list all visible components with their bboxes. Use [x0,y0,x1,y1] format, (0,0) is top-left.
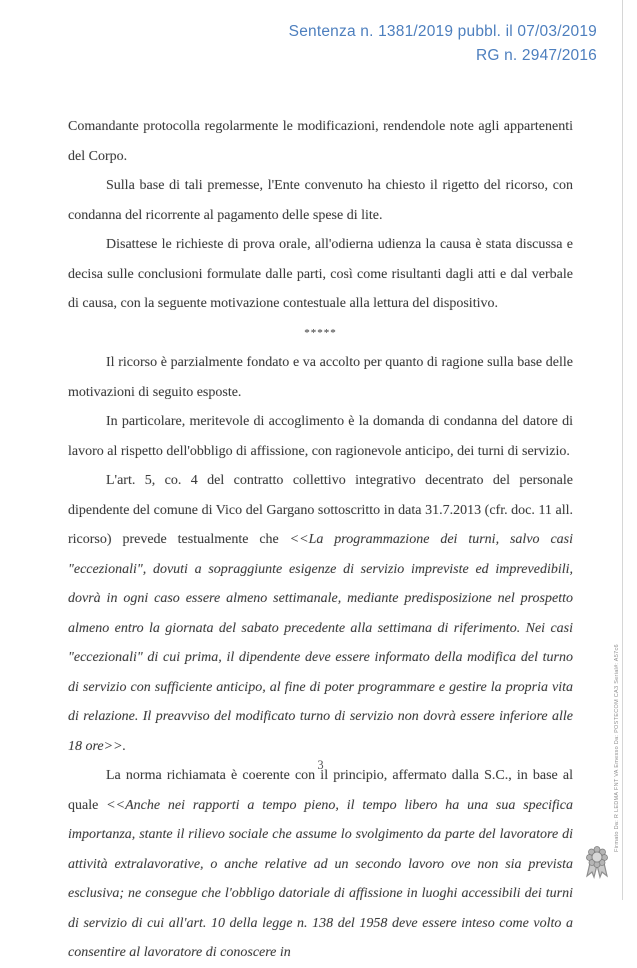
digital-signature-sideways-text: Firmato Da: R LEDMA FNT VA Emesso Da: POSTECOM CA3 Serial#: A57c6 [614,644,620,852]
scan-page-edge [622,0,623,900]
document-header [289,20,597,68]
body-text [68,112,573,968]
sentenza-number-line: Sentenza n. 1381/2019 pubbl. il 07/03/2019 [288,23,597,40]
page-number: 3 [317,758,324,772]
paragraph: La norma richiamata è coerente con il principio, affermato dalla S.C., in base al quale <<Anche nei rapporti a tempo pieno, il tempo libero ha una sua specifica importanza, stante il rilievo sociale che assume lo svolgimento da parte del lavoratore di attività extralavorative, o anche relative ad un secondo lavoro ove non sia prevista esclusiva; ne consegue che l'obbligo datoriale di affissione in luoghi accessibili dei turni di servizio di cui all'art. 10 della legge n. 138 del 1958 deve essere inteso come volto a consentire al lavoratore di conoscere in [68,768,573,960]
paragraph: L'art. 5, co. 4 del contratto collettivo integrativo decentrato del personale dipendente del comune di Vico del Gargano sottoscritto in data 31.7.2013 (cfr. doc. 11 all. ricorso) prevede testualmente che <<La programmazione dei turni, salvo casi "eccezionali", dovuti a sopraggiunte esigenze di servizio impreviste ed imprevedibili, dovrà in ogni caso essere almeno settimanale, mediante predisposizione nel prospetto almeno entro la giornata del sabato precedente alla settimana di riferimento. Nei casi "eccezionali" di cui prima, il dipendente deve essere informato della modifica del turno di servizio con sufficiente anticipo, al fine di poter programmare e gestire la propria vita di relazione. Il preavviso del modificato turno di servizio non dovrà essere inferiore alle 18 ore>>. [68,473,573,754]
paragraph: In particolare, meritevole di accoglimento è la domanda di condanna del datore di lavoro al rispetto dell'obbligo di affissione, con ragionevole anticipo, dei turni di servizio. [68,414,573,459]
paragraph: Il ricorso è parzialmente fondato e va accolto per quanto di ragione sulla base delle motivazioni di seguito esposte. [68,355,573,400]
paragraph: Disattese le richieste di prova orale, all'odierna udienza la causa è stata discussa e decisa sulle conclusioni formulate dalle parti, così come risultanti dagli atti e dal verbale di causa, con la seguente motivazione contestuale alla lettura del dispositivo. [68,237,573,311]
paragraph: Comandante protocolla regolarmente le modificazioni, rendendole note agli appartenenti del Corpo. [68,119,573,164]
paragraph: Sulla base di tali premesse, l'Ente convenuto ha chiesto il rigetto del ricorso, con condanna del ricorrente al pagamento delle spese di lite. [68,178,573,223]
ribbon-seal-icon [584,845,610,879]
asterisk-separator: ***** [304,326,337,339]
rg-number-line: RG n. 2947/2016 [475,47,597,64]
